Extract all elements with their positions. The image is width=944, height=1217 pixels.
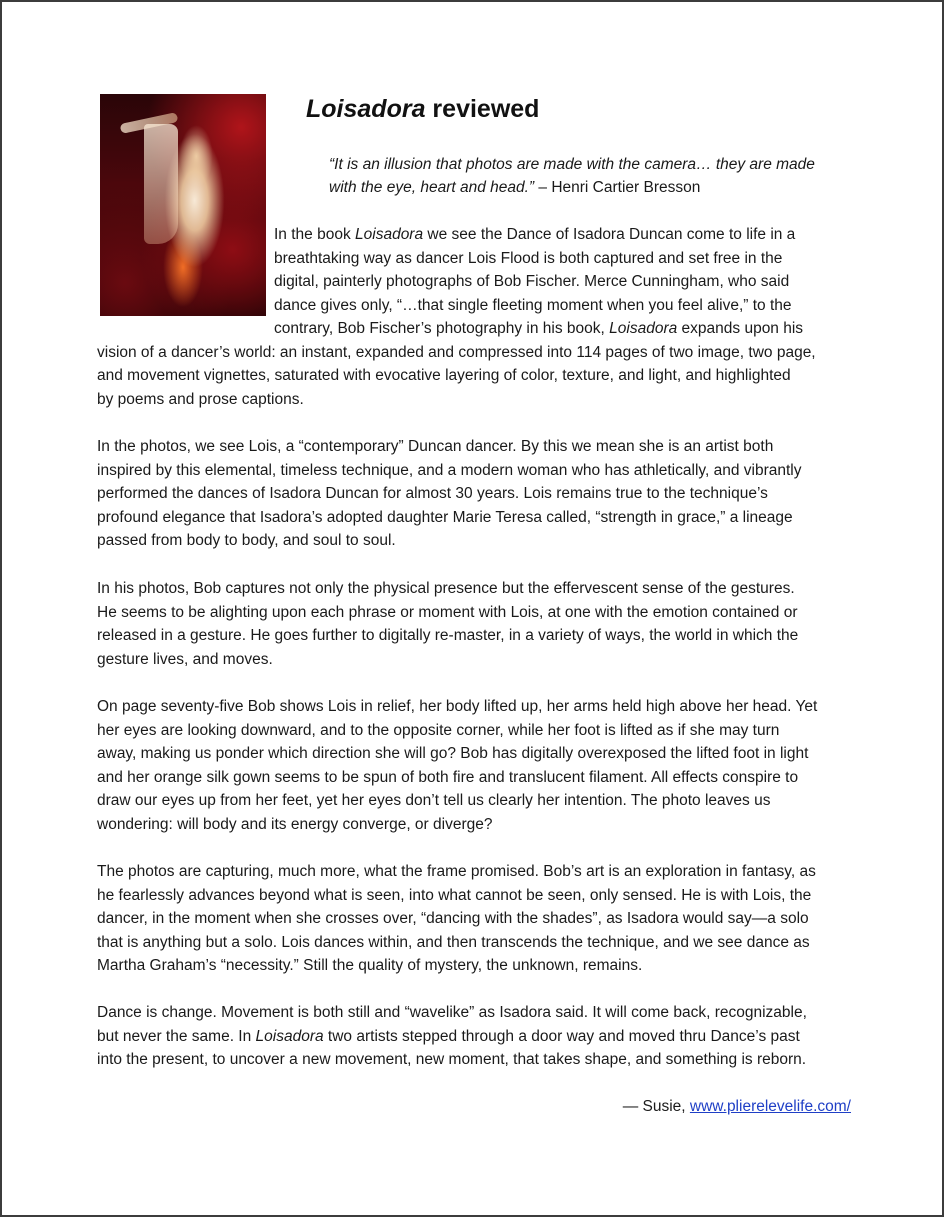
quote-line: [329, 176, 849, 199]
quote-line-2-italic: with the eye, heart and head.”: [329, 179, 535, 197]
text-line: and movement vignettes, saturated with evocative layering of color, texture, and light, and highlighted: [97, 367, 791, 384]
text-line: On page seventy-five Bob shows Lois in relief, her body lifted up, her arms held high above her head. Yet: [97, 698, 818, 715]
text-line: passed from body to body, and soul to soul.: [97, 532, 396, 549]
text-line: performed the dances of Isadora Duncan for almost 30 years. Lois remains true to the technique’s: [97, 485, 768, 502]
text-line: by poems and prose captions.: [97, 390, 304, 408]
text-line: dancer, in the moment when she crosses over, “dancing with the shades”, as Isadora would say—a solo: [97, 910, 809, 927]
signature-author: — Susie,: [622, 1098, 690, 1115]
paragraph-1: [97, 223, 855, 411]
paragraph-6: [97, 1001, 855, 1072]
title-rest: reviewed: [425, 95, 540, 123]
text-line: digital, painterly photographs of Bob Fischer. Merce Cunningham, who said: [274, 273, 790, 290]
text-line: The photos are capturing, much more, what the frame promised. Bob’s art is an exploration in fantasy, as: [97, 863, 816, 880]
text-line: vision of a dancer’s world: an instant, expanded and compressed into 114 pages of two image, two page,: [97, 343, 816, 361]
quote-line: [329, 153, 849, 176]
page-title: [306, 95, 539, 124]
text-line: that is anything but a solo. Lois dances within, and then transcends the technique, and we see dance as: [97, 933, 810, 951]
epigraph-quote: [329, 153, 849, 200]
text-line: and her orange silk gown seems to be spun of both fire and translucent filament. All effects conspire to: [97, 768, 799, 786]
text-line: into the present, to uncover a new movement, new moment, that takes shape, and something is reborn.: [97, 1051, 807, 1068]
text-line: her eyes are looking downward, and to the opposite corner, while her foot is lifted as if she may turn: [97, 721, 780, 739]
text-line: released in a gesture. He goes further to digitally re-master, in a variety of ways, the world in which the: [97, 627, 799, 644]
book-title: Loisadora: [355, 226, 424, 243]
text-line: Dance is change. Movement is both still and “wavelike” as Isadora said. It will come back, recognizable,: [97, 1004, 807, 1021]
title-italic: Loisadora: [306, 95, 426, 123]
text-line: He seems to be alighting upon each phrase or moment with Lois, at one with the emotion contained or: [97, 603, 798, 621]
signature: [97, 1095, 851, 1119]
quote-line-1: “It is an illusion that photos are made with the camera… they are made: [329, 156, 815, 173]
text-line: contrary, Bob Fischer’s photography in his book, Loisadora expands upon his: [274, 320, 804, 337]
paragraph-5: [97, 860, 855, 978]
book-title: Loisadora: [609, 320, 678, 337]
paragraph-4: [97, 695, 855, 836]
text-line: away, making us ponder which direction she will go? Bob has digitally overexposed the lifted foot in light: [97, 745, 809, 762]
text-line: but never the same. In Loisadora two artists stepped through a door way and moved thru Dance’s past: [97, 1027, 800, 1045]
text-line: breathtaking way as dancer Lois Flood is both captured and set free in the: [274, 249, 783, 267]
text-line: draw our eyes up from her feet, yet her eyes don’t tell us clearly her intention. The photo leaves us: [97, 792, 771, 809]
book-title: Loisadora: [255, 1027, 324, 1045]
text-line: he fearlessly advances beyond what is seen, into what cannot be seen, only sensed. He is with Lois, the: [97, 886, 812, 904]
text-line: In the book Loisadora we see the Dance of Isadora Duncan come to life in a: [274, 226, 796, 243]
text-line: dance gives only, “…that single fleeting moment when you feel alive,” to the: [274, 296, 792, 314]
text-line: Martha Graham’s “necessity.” Still the quality of mystery, the unknown, remains.: [97, 957, 643, 974]
text-line: wondering: will body and its energy converge, or diverge?: [97, 815, 493, 833]
text-line: profound elegance that Isadora’s adopted daughter Marie Teresa called, “strength in grace,” a lineage: [97, 508, 793, 526]
paragraph-2: [97, 435, 855, 553]
quote-attribution: – Henri Cartier Bresson: [534, 179, 701, 197]
text-line: In the photos, we see Lois, a “contemporary” Duncan dancer. By this we mean she is an artist both: [97, 438, 774, 455]
website-link[interactable]: www.plierelevelife.com/: [689, 1098, 851, 1115]
text-line: inspired by this elemental, timeless technique, and a modern woman who has athletically, and vibrantly: [97, 461, 802, 479]
paragraph-3: [97, 577, 855, 671]
text-line: gesture lives, and moves.: [97, 650, 273, 668]
text-line: In his photos, Bob captures not only the physical presence but the effervescent sense of the gestures.: [97, 580, 795, 597]
